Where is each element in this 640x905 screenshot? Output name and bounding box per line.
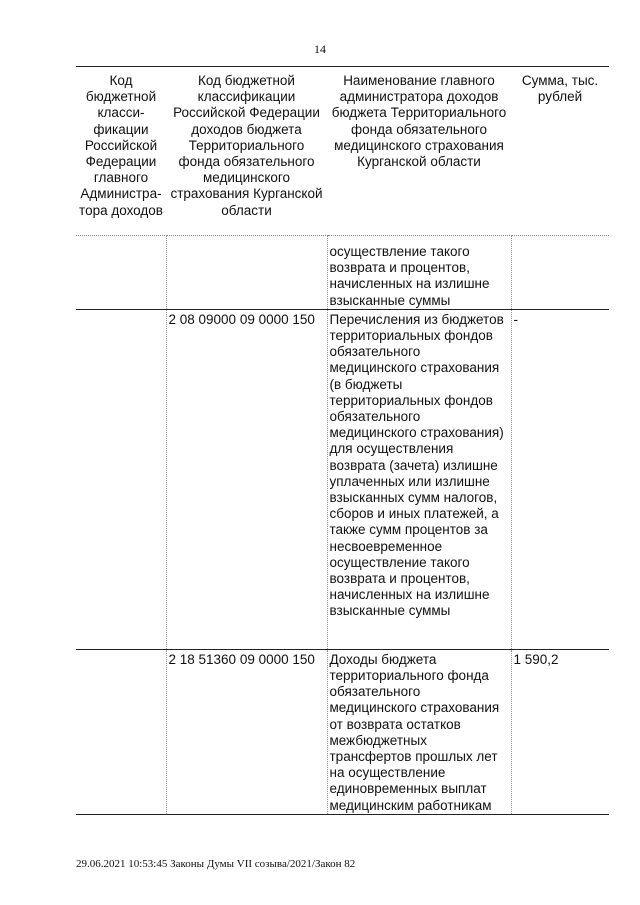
table-row xyxy=(76,236,609,310)
row-admin-code xyxy=(76,309,166,649)
row-amount: - xyxy=(511,309,609,649)
row-budget-code: 2 18 51360 09 0000 150 xyxy=(166,649,327,814)
row-amount: 1 590,2 xyxy=(511,649,609,814)
table-header-row xyxy=(76,67,609,236)
header-amount: Сумма, тыс. рублей xyxy=(511,67,609,236)
row-budget-code xyxy=(166,236,327,310)
page-number: 14 xyxy=(314,42,326,56)
table-row xyxy=(76,649,609,814)
row-name: Перечисления из бюджетов территориальных фондов обязательного медицинского страхования (в бюджеты территориальных фондов обязательного медицинского страхования) для осуществления возврата (зачета) излишне уплаченных или излишне взысканных сумм налогов, сборов и иных платежей, а также сумм процентов за несвоевременное осуществление такого возврата и процентов, начисленных на излишне взысканные суммы xyxy=(327,309,511,649)
row-admin-code xyxy=(76,649,166,814)
row-name: Доходы бюджета территориального фонда обязательного медицинского страхования от возврата остатков межбюджетных трансфертов прошлых лет на осуществление единовременных выплат медицинским работникам xyxy=(327,649,511,814)
document-footer: 29.06.2021 10:53:45 Законы Думы VII созыва/2021/Закон 82 xyxy=(76,858,356,870)
row-budget-code: 2 08 09000 09 0000 150 xyxy=(166,309,327,649)
header-admin-code: Код бюджетной класси-фикации Российской Федерации главного Администра-тора доходов xyxy=(76,67,166,236)
header-admin-name: Наименование главного администратора доходов бюджета Территориального фонда обязательного медицинского страхования Курганской области xyxy=(327,67,511,236)
row-amount xyxy=(511,236,609,310)
table-row xyxy=(76,309,609,649)
row-admin-code xyxy=(76,236,166,310)
row-name: осуществление такого возврата и процентов, начисленных на излишне взысканные суммы xyxy=(327,236,511,310)
budget-table xyxy=(76,66,609,815)
header-budget-code: Код бюджетной классификации Российской Федерации доходов бюджета Территориального фонда обязательного медицинского страхования Курганской области xyxy=(166,67,327,236)
